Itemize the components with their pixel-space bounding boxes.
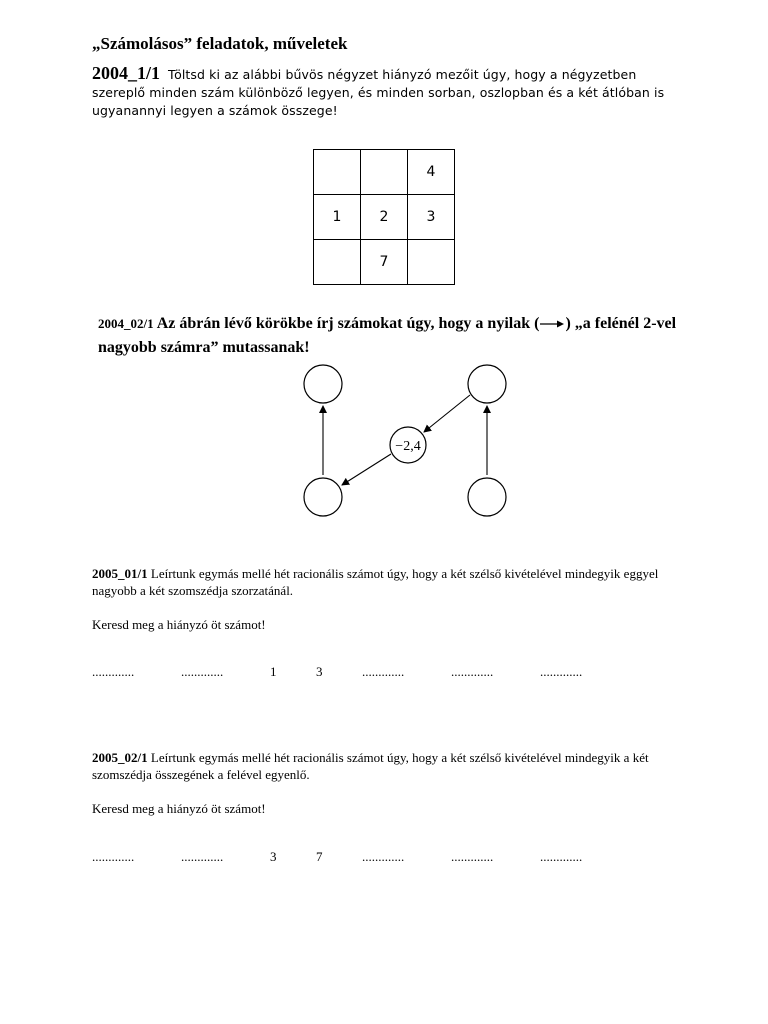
sequence-item: 1 [270,664,277,679]
sequence-item: ............. [540,664,583,679]
magic-cell: 7 [361,240,408,285]
arrow-to-center [424,395,470,432]
magic-cell [408,240,455,285]
arrow-icon [539,318,565,330]
sequence-item: ............. [540,849,583,864]
problem-3-id: 2005_01/1 [92,566,148,581]
sequence-item: ............. [181,849,224,864]
problem-1 [92,64,692,120]
sequence-item: ............. [181,664,224,679]
problem-2 [98,312,678,360]
arrow-diagram [290,360,530,530]
circle-top-right [468,365,506,403]
magic-square [313,149,455,285]
magic-cell [314,240,361,285]
sequence-item: ............. [92,849,135,864]
sequence-item: ............. [362,849,405,864]
center-value: −2,4 [395,439,421,454]
problem-3-prompt: Keresd meg a hiányzó öt számot! [92,617,266,632]
circle-top-left [304,365,342,403]
problem-4-text: Leírtunk egymás mellé hét racionális számot úgy, hogy a két szélső kivételével mindegyik a két szomszédja összegének a felével egyenlő. [92,750,649,782]
problem-3 [92,565,692,599]
magic-cell: 1 [314,195,361,240]
problem-2-id: 2004_02/1 [98,316,154,331]
magic-cell: 3 [408,195,455,240]
sequence-item: 7 [316,849,323,864]
sequence-item: ............. [362,664,405,679]
problem-1-id: 2004_1/1 [92,63,161,83]
sequence-item: 3 [270,849,277,864]
sequence-item: 3 [316,664,323,679]
magic-cell [361,150,408,195]
sequence-item: ............. [451,664,494,679]
problem-4 [92,749,692,783]
circle-bottom-left [304,478,342,516]
problem-1-text: Töltsd ki az alábbi bűvös négyzet hiányzó mezőit úgy, hogy a négyzetben szereplő minden szám különböző legyen, és minden sorban, oszlopban és a két átlóban is ugyanannyi legyen a számok összege! [92,67,665,118]
sequence-item: ............. [92,664,135,679]
problem-2-text-before: Az ábrán lévő körökbe írj számokat úgy, hogy a nyilak ( [156,315,540,332]
page-title: „Számolásos” feladatok, műveletek [92,34,348,53]
problem-3-text: Leírtunk egymás mellé hét racionális számot úgy, hogy a két szélső kivételével mindegyik eggyel nagyobb a két szomszédja szorzatánál. [92,566,659,598]
circle-bottom-right [468,478,506,516]
magic-cell [314,150,361,195]
magic-cell: 2 [361,195,408,240]
problem-4-id: 2005_02/1 [92,750,148,765]
arrow-from-center [342,454,391,485]
problem-2-text-after: ) „a felénél 2-vel nagyobb számra” mutassanak! [98,315,677,356]
problem-4-prompt: Keresd meg a hiányzó öt számot! [92,801,266,816]
magic-cell: 4 [408,150,455,195]
sequence-item: ............. [451,849,494,864]
